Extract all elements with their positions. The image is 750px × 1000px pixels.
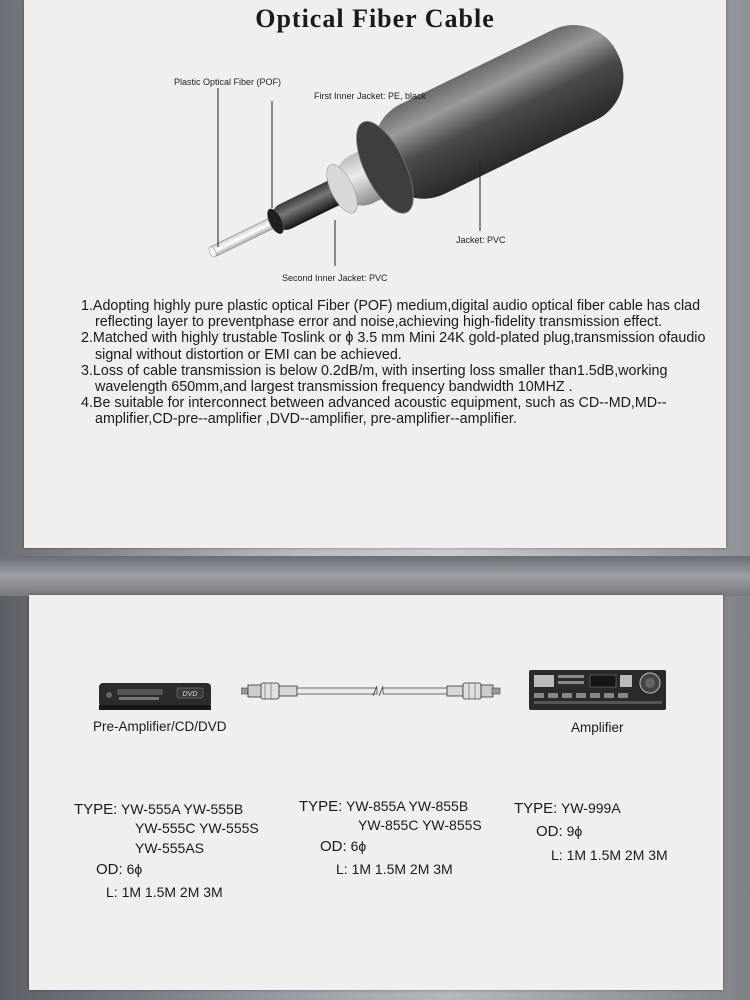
od-label: OD: — [320, 838, 347, 855]
od-label: OD: — [536, 823, 563, 840]
model-list: YW-555C YW-555S — [135, 820, 259, 836]
feature-list — [81, 298, 721, 428]
model-list: YW-555A YW-555B — [121, 801, 244, 817]
connection-and-specs-panel — [29, 595, 723, 990]
label-jacket: Jacket: PVC — [456, 235, 506, 245]
length-values: 1M 1.5M 2M 3M — [351, 861, 453, 877]
feature-item: 4.Be suitable for interconnect between advanced acoustic equipment, such as CD--MD,MD-- amplifier,CD-pre--amplifier ,DVD--amplifier, pre-amplifier--amplifier. — [81, 395, 667, 428]
background-divider — [0, 556, 750, 596]
target-device-label: Amplifier — [571, 720, 624, 735]
type-label: TYPE: — [299, 798, 343, 815]
dvd-player-icon — [97, 679, 217, 713]
feature-item: 2.Matched with highly trustable Toslink or ϕ 3.5 mm Mini 24K gold-plated plug,transmission ofaudio signal without distortion or EMI can be achieved. — [81, 330, 706, 363]
od-value: 9ϕ — [566, 823, 583, 839]
source-device-label: Pre-Amplifier/CD/DVD — [93, 719, 227, 734]
amplifier-icon — [528, 669, 668, 713]
type-label: TYPE: — [514, 800, 558, 817]
optical-cable-illustration — [241, 679, 501, 703]
od-label: OD: — [96, 861, 123, 878]
dvd-badge: DVD — [182, 691, 198, 698]
page-title: Optical Fiber Cable — [255, 4, 495, 33]
length-label: L: — [336, 861, 348, 877]
label-pof: Plastic Optical Fiber (POF) — [174, 77, 282, 87]
feature-item: 1.Adopting highly pure plastic optical Fiber (POF) medium,digital audio optical fiber cable has clad reflecting layer to preventphase error and noise,achieving high-fidelity transmission effect. — [81, 298, 701, 331]
model-list: YW-999A — [561, 800, 621, 816]
length-label: L: — [106, 884, 118, 900]
label-second-inner-jacket: Second Inner Jacket: PVC — [282, 273, 388, 283]
cable-structure-panel — [24, 0, 726, 548]
model-list: YW-855A YW-855B — [346, 798, 469, 814]
model-list: YW-855C YW-855S — [358, 817, 482, 833]
length-values: 1M 1.5M 2M 3M — [566, 847, 668, 863]
type-label: TYPE: — [74, 801, 118, 818]
model-list: YW-555AS — [135, 840, 204, 856]
od-value: 6ϕ — [126, 861, 143, 877]
feature-item: 3.Loss of cable transmission is below 0.2dB/m, with inserting loss smaller than1.5dB,working wavelength 650mm,and largest transmission frequency bandwidth 10MHZ . — [81, 362, 668, 396]
label-first-inner-jacket: First Inner Jacket: PE, black — [314, 91, 427, 101]
length-values: 1M 1.5M 2M 3M — [121, 884, 223, 900]
length-label: L: — [551, 847, 563, 863]
od-value: 6ϕ — [350, 838, 367, 854]
cable-cross-section-illustration — [24, 0, 726, 290]
